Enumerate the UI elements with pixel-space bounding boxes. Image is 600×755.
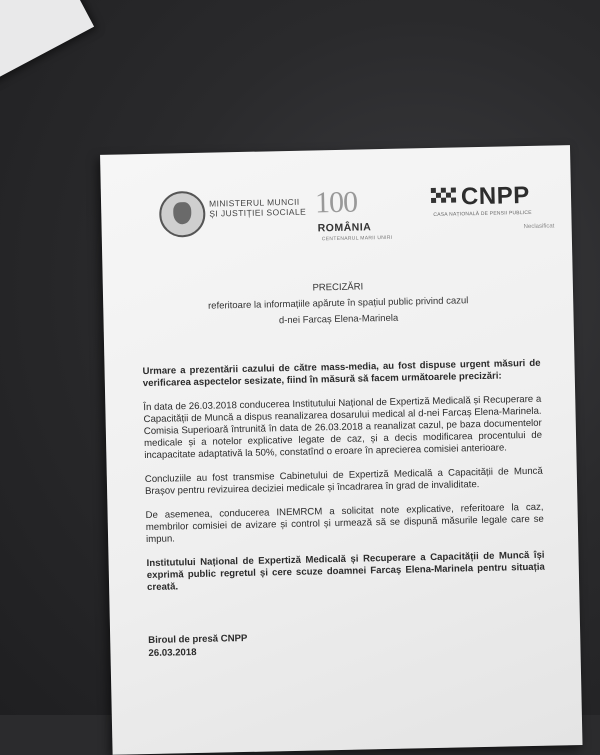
centenar-country: ROMÂNIA	[317, 221, 372, 235]
signature-block	[148, 632, 248, 660]
coat-of-arms-icon	[159, 191, 206, 238]
release-date: 26.03.2018	[148, 647, 197, 660]
heading-subject: d-nei Farcaș Elena-Marinela	[278, 312, 399, 327]
classification-label: Neclasificat	[523, 223, 555, 231]
apology-paragraph: Institutului Național de Expertiză Medicală și Recuperare a Capacității de Muncă își exprimă public regretul și cere scuze doamnei Farcaș Elena-Marinela pentru situația creată.	[146, 549, 545, 594]
cnpp-checker-icon	[431, 187, 457, 208]
centenar-number: 100	[314, 185, 358, 220]
centenar-subtitle: CENTENARUL MARII UNIRI	[321, 234, 393, 243]
document-body	[142, 358, 545, 606]
press-release-document	[100, 145, 582, 755]
cnpp-acronym: CNPP	[460, 181, 530, 211]
press-office: Biroul de presă CNPP	[148, 632, 248, 647]
intro-paragraph: Urmare a prezentării cazului de către mass-media, au fost dispuse urgent măsuri de verificarea aspectelor sesizate, fiind în măsură să facem următoarele precizări:	[142, 357, 541, 390]
logo-row	[153, 179, 564, 258]
paragraph-1: În data de 26.03.2018 conducerea Institutului Național de Expertiză Medicală și Recuperare a Capacității de Muncă a dispus reanalizarea dosarului medical al d-nei Farcaș Elena-Marinela. Comisia Superioară întrunită în data de 26.03.2018 a reanalizat cazul, pe baza documentelor medicale și a notelor explicative legate de caz, și a decis modificarea procentului de incapacitate adaptativă la 50%, constatînd o eroare în aprecierea comisiei anterioare.	[143, 393, 543, 462]
cnpp-full-name: CASA NAȚIONALĂ DE PENSII PUBLICE	[433, 209, 532, 218]
heading-subtitle: referitoare la informațiile apărute în spațiul public privind cazul	[207, 295, 469, 312]
centenar-logo	[313, 183, 400, 251]
paragraph-2: Concluziile au fost transmise Cabinetului de Expertiză Medicală a Capacității de Muncă Brașov pentru revizuirea deciziei medicale și încadrarea în grad de invaliditate.	[144, 465, 543, 498]
paragraph-3: De asemenea, conducerea INEMRCM a solicitat note explicative, referitoare la caz, membrilor comisiei de avizare și control și urmează să se dispună măsurile legale care se impun.	[145, 501, 544, 546]
document-heading	[103, 275, 574, 333]
cnpp-logo	[431, 181, 555, 243]
ministry-logo-text: MINISTERUL MUNCII ȘI JUSTIȚIEI SOCIALE	[208, 196, 307, 219]
heading-title: PRECIZĂRI	[312, 281, 364, 294]
